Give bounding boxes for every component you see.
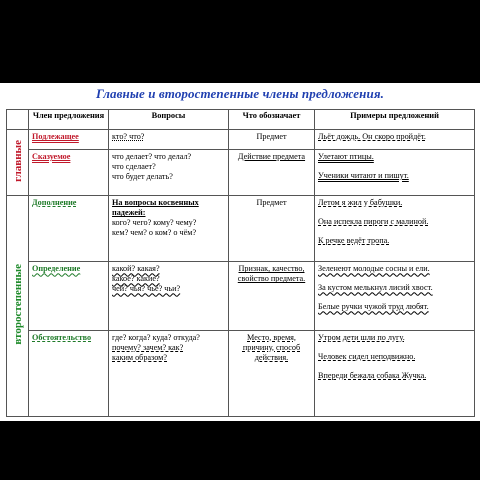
header-member: Член предложения	[29, 110, 109, 130]
example-sentence: Человек сидел неподвижно.	[318, 351, 416, 361]
page-title: Главные и второстепенные члены предложения.	[96, 86, 384, 101]
question-line: кого? чего? кому? чему?	[112, 218, 197, 228]
meaning-text: Действие предмета	[237, 152, 306, 162]
example-sentence: Зеленеют молодые сосны и ели.	[318, 264, 430, 274]
group-main	[7, 130, 29, 196]
example-sentence: Ученики читают и пишут.	[318, 171, 409, 181]
header-row	[7, 110, 475, 130]
member-adverbial: Обстоятельство	[32, 332, 92, 342]
examples-cell	[315, 150, 475, 196]
meaning-cell	[229, 262, 315, 330]
meaning-cell: Предмет	[229, 196, 315, 262]
question-line: каким образом?	[112, 352, 168, 362]
meaning-cell	[229, 150, 315, 196]
example-sentence: К речке ведёт тропа.	[318, 236, 390, 246]
question-line: кем? чем? о ком? о чём?	[112, 228, 197, 238]
header-meaning: Что обозначает	[229, 110, 315, 130]
lesson-sheet	[0, 83, 480, 421]
member-cell	[29, 150, 109, 196]
table-row	[7, 196, 475, 262]
members-table	[6, 109, 475, 417]
meaning-cell: Предмет	[229, 130, 315, 150]
example-sentence: За кустом мелькнул лисий хвост.	[318, 283, 433, 293]
questions-cell	[109, 262, 229, 330]
group-secondary-label: второстепенные	[11, 264, 24, 345]
member-object: Дополнение	[32, 198, 77, 208]
table-row	[7, 330, 475, 416]
question-line: На вопросы косвенных	[112, 198, 199, 208]
meaning-cell	[229, 330, 315, 416]
question-line: падежей:	[112, 208, 146, 218]
examples-cell	[315, 130, 475, 150]
question-line: что сделает?	[112, 162, 156, 172]
question-line: почему? зачем? как?	[112, 342, 184, 352]
questions-cell	[109, 196, 229, 262]
member-attribute: Определение	[32, 264, 81, 274]
question-line: что будет делать?	[112, 172, 173, 182]
table-row	[7, 150, 475, 196]
question-line: какой? какая?	[112, 264, 160, 274]
header-questions: Вопросы	[109, 110, 229, 130]
question-line: что делает? что делал?	[112, 152, 192, 162]
example-sentence: Утром дети шли по лугу.	[318, 332, 405, 342]
table-row	[7, 130, 475, 150]
example-sentence: Летом я жил у бабушки.	[318, 198, 403, 208]
example-sentence: Белые ручки чужой труд любят.	[318, 302, 429, 312]
member-subject: Подлежащее	[32, 132, 79, 142]
examples-cell	[315, 196, 475, 262]
meaning-text: Место, время, причину, способ действия.	[242, 332, 301, 362]
group-main-label: главные	[11, 140, 24, 183]
meaning-text: Признак, качество, свойство предмета.	[237, 264, 306, 284]
question-line: кто? что?	[112, 132, 145, 142]
member-cell	[29, 330, 109, 416]
member-cell	[29, 262, 109, 330]
question-line: чей? чья? чьё? чьи?	[112, 284, 181, 294]
header-empty	[7, 110, 29, 130]
question-line: какое? какие?	[112, 274, 160, 284]
examples-cell	[315, 262, 475, 330]
member-cell	[29, 130, 109, 150]
example-sentence: Улетают птицы.	[318, 152, 374, 162]
questions-cell	[109, 130, 229, 150]
table-row	[7, 262, 475, 330]
example-sentence: Впереди бежала собака Жучка.	[318, 370, 427, 380]
example-sentence: Она испекла пироги с малиной.	[318, 217, 429, 227]
example-sentence: Льёт дождь. Он скоро пройдёт.	[318, 132, 426, 142]
member-predicate: Сказуемое	[32, 152, 71, 162]
question-line: где? когда? куда? откуда?	[112, 332, 200, 342]
group-secondary	[7, 196, 29, 417]
member-cell	[29, 196, 109, 262]
header-examples: Примеры предложений	[315, 110, 475, 130]
questions-cell	[109, 150, 229, 196]
questions-cell	[109, 330, 229, 416]
examples-cell	[315, 330, 475, 416]
